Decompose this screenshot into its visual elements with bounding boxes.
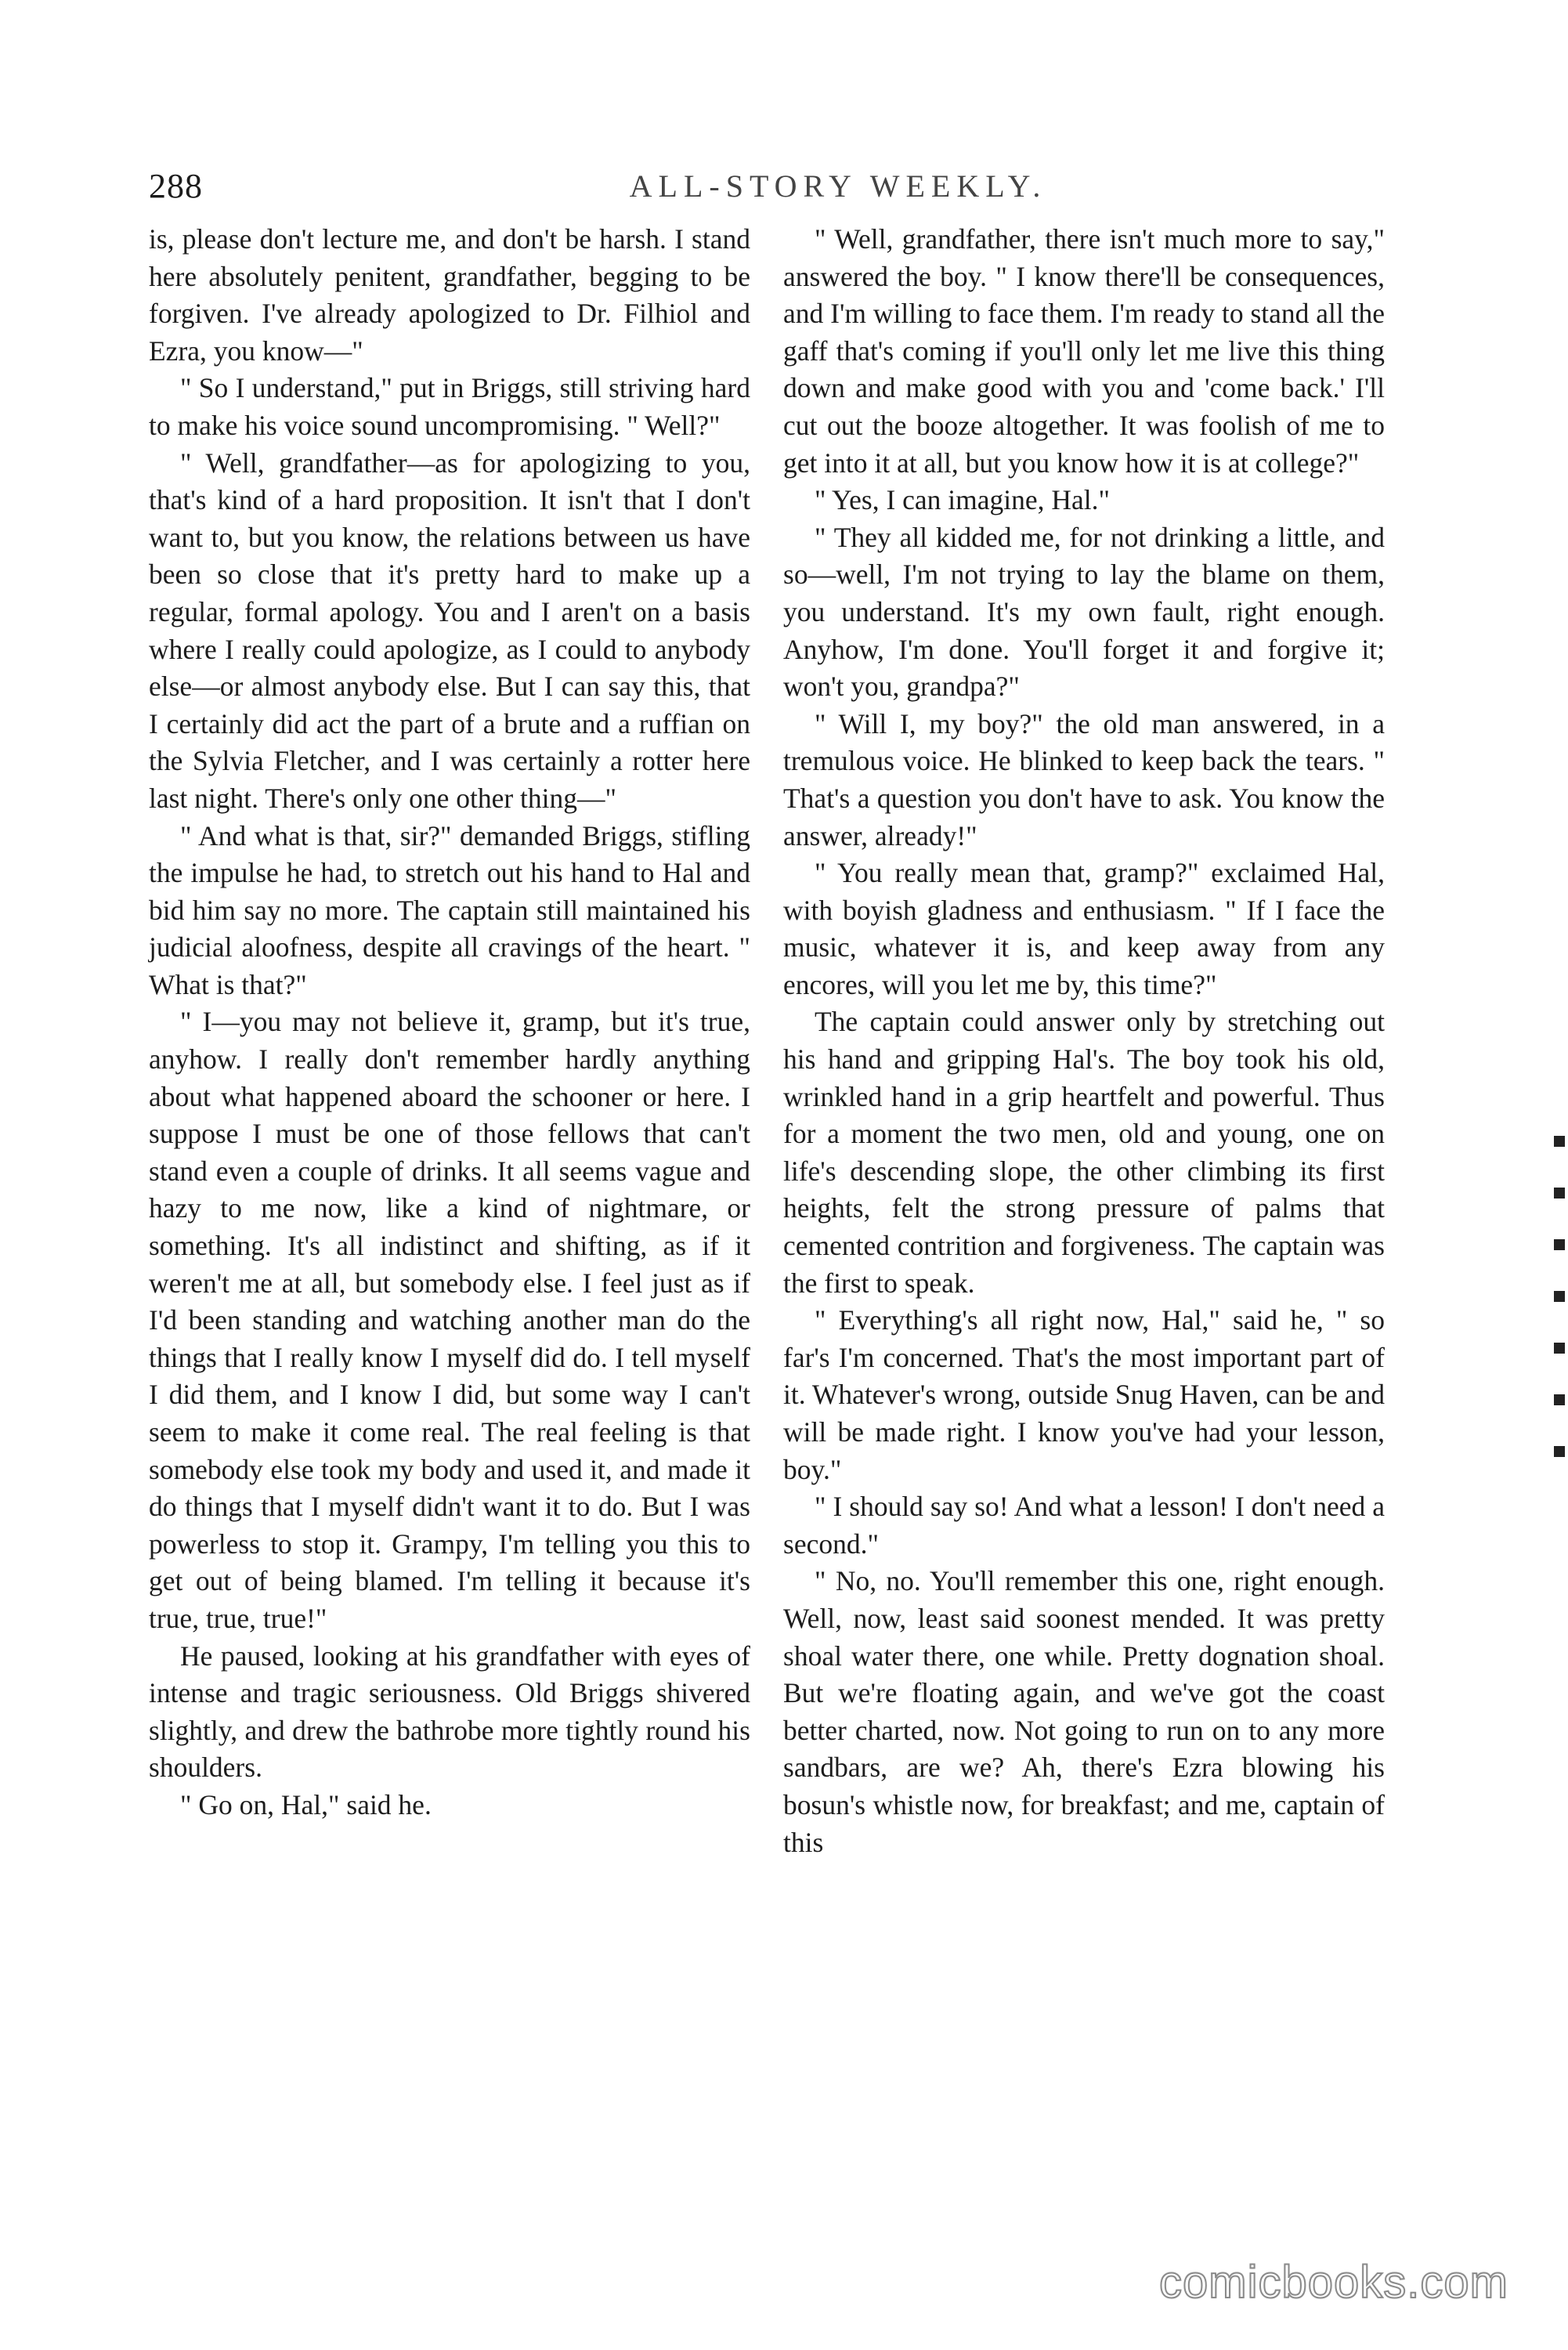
paragraph: " Everything's all right now, Hal," said he, " so far's I'm concerned. That's the most important part of it. Whatever's wrong, outside Snug Haven, can be and will be made right. I know you've had your lesson, boy." [783, 1304, 1385, 1485]
scan-mark [1554, 1291, 1565, 1302]
right-column [783, 221, 1385, 1861]
paragraph: " No, no. You'll remember this one, right enough. Well, now, least said soonest mended. It was pretty shoal water there, one while. Pretty dognation shoal. But we're floating again, and we've got the coast better charted, now. Not going to run on to any more sandbars, are we? Ah, there's Ezra blowing his bosun's whistle now, for breakfast; and me, captain of this [783, 1565, 1385, 1858]
watermark-logo: comicbooks.com [1159, 2257, 1508, 2308]
paragraph: " You really mean that, gramp?" exclaimed Hal, with boyish gladness and enthusiasm. " If I face the music, whatever it is, and keep away from any encores, will you let me by, this time?" [783, 857, 1385, 1000]
scan-mark [1554, 1239, 1565, 1250]
running-head: ALL-STORY WEEKLY. [629, 168, 1047, 204]
scan-mark [1554, 1188, 1565, 1198]
paragraph: is, please don't lecture me, and don't be harsh. I stand here absolutely penitent, grandfather, begging to be forgiven. I've already apologized to Dr. Filhiol and Ezra, you know—" [149, 223, 750, 367]
paragraph: " I—you may not believe it, gramp, but it's true, anyhow. I really don't remember hardly anything about what happened aboard the schooner or here. I suppose I must be one of those fellows that can't stand even a couple of drinks. It all seems vague and hazy to me now, like a kind of nightmare, or something. It's all indistinct and shifting, as if it weren't me at all, but somebody else. I feel just as if I'd been standing and watching another man do the things that I really know I myself did do. I tell myself I did them, and I know I did, but some way I can't seem to make it come real. The real feeling is that somebody else took my body and used it, and made it do things that I myself didn't want it to do. But I was powerless to stop it. Grampy, I'm telling you this to get out of being blamed. I'm telling it because it's true, true, true!" [149, 1006, 750, 1634]
paragraph: " Go on, Hal," said he. [180, 1788, 432, 1820]
paragraph: " I should say so! And what a lesson! I don't need a second." [783, 1491, 1385, 1560]
page-number: 288 [149, 167, 203, 205]
paragraph: " Well, grandfather—as for apologizing to you, that's kind of a hard proposition. It isn't that I don't want to, but you know, the relations between us have been so close that it's pretty hard to make up a regular, formal apology. You and I aren't on a basis where I really could apologize, as I could to anybody else—or almost anybody else. But I can say this, that I certainly did act the part of a brute and a ruffian on the Sylvia Fletcher, and I was certainly a rotter here last night. There's only one other thing—" [149, 446, 750, 814]
scan-mark [1554, 1136, 1565, 1147]
paragraph: " And what is that, sir?" demanded Briggs, stifling the impulse he had, to stretch out his hand to Hal and bid him say no more. The captain still maintained his judicial aloofness, despite all cravings of the heart. " What is that?" [149, 819, 750, 1000]
paragraph: He paused, looking at his grandfather with eyes of intense and tragic seriousness. Old Briggs shivered slightly, and drew the bathrobe more tightly round his shoulders. [149, 1640, 750, 1784]
paragraph: " They all kidded me, for not drinking a little, and so—well, I'm not trying to lay the blame on them, you understand. It's my own fault, right enough. Anyhow, I'm done. You'll forget it and forgive it; won't you, grandpa?" [783, 521, 1385, 703]
scan-mark [1554, 1446, 1565, 1457]
paragraph: " So I understand," put in Briggs, still striving hard to make his voice sound uncompromising. " Well?" [149, 372, 750, 441]
paragraph: " Will I, my boy?" the old man answered, in a tremulous voice. He blinked to keep back the tears. " That's a question you don't have to ask. You know the answer, already!" [783, 707, 1385, 851]
paragraph: " Yes, I can imagine, Hal." [815, 484, 1111, 516]
scan-edge-marks [1554, 1136, 1566, 1498]
left-column [149, 221, 750, 1824]
scan-mark [1554, 1394, 1565, 1405]
paragraph: The captain could answer only by stretching out his hand and gripping Hal's. The boy took his old, wrinkled hand in a grip heartfelt and powerful. Thus for a moment the two men, old and young, one on life's descending slope, the other climbing its first heights, felt the strong pressure of palms that cemented contrition and forgiveness. The captain was the first to speak. [783, 1006, 1385, 1299]
scan-mark [1554, 1343, 1565, 1354]
paragraph: " Well, grandfather, there isn't much more to say," answered the boy. " I know there'll be consequences, and I'm willing to face them. I'm ready to stand all the gaff that's coming if you'll only let me live this thing down and make good with you and 'come back.' I'll cut out the booze altogether. It was foolish of me to get into it at all, but you know how it is at college?" [783, 223, 1385, 479]
